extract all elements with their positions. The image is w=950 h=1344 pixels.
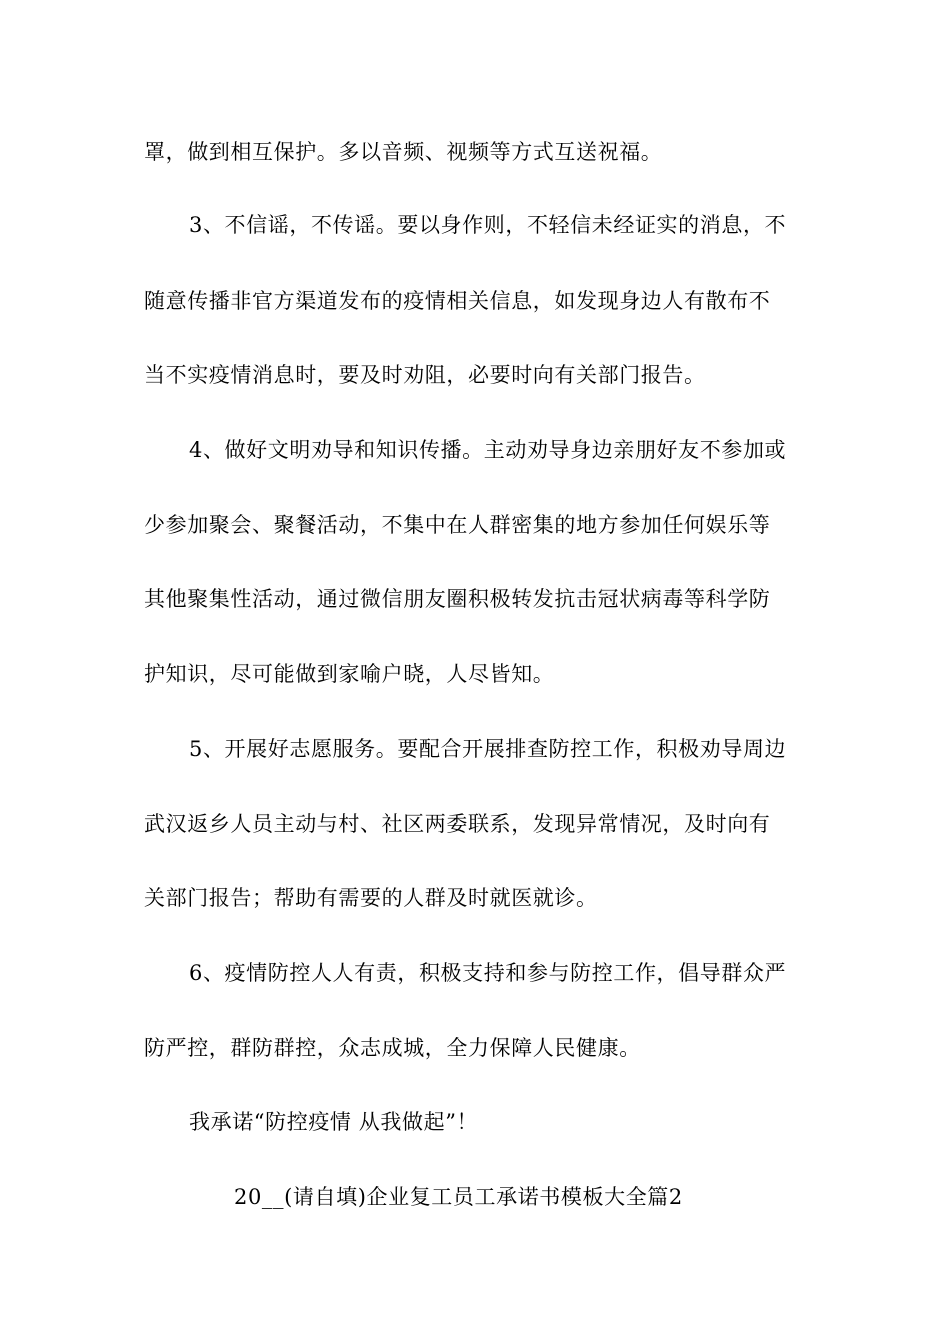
paragraph-line: 3、不信谣，不传谣。要以身作则，不轻信未经证实的消息，不 [189,213,787,237]
paragraph-line: 6、疫情防控人人有责，积极支持和参与防控工作，倡导群众严 [189,961,787,985]
paragraph-line: 防严控，群防群控，众志成城，全力保障人民健康。 [144,1036,641,1060]
paragraph-line: 其他聚集性活动，通过微信朋友圈积极转发抗击冠状病毒等科学防 [144,587,771,611]
pledge-line: 我承诺“防控疫情 从我做起”！ [189,1110,479,1134]
paragraph-line: 4、做好文明劝导和知识传播。主动劝导身边亲朋好友不参加或 [189,438,787,462]
paragraph-line: 武汉返乡人员主动与村、社区两委联系，发现异常情况，及时向有 [144,812,771,836]
section-title: 20__(请自填)企业复工员工承诺书模板大全篇2 [234,1185,683,1209]
paragraph-line: 关部门报告；帮助有需要的人群及时就医就诊。 [144,886,598,910]
paragraph-line: 随意传播非官方渠道发布的疫情相关信息，如发现身边人有散布不 [144,289,771,313]
paragraph-line: 5、开展好志愿服务。要配合开展排查防控工作，积极劝导周边 [189,737,787,761]
paragraph-line: 罩，做到相互保护。多以音频、视频等方式互送祝福。 [144,140,663,164]
paragraph-line: 当不实疫情消息时，要及时劝阻，必要时向有关部门报告。 [144,363,706,387]
paragraph-line: 护知识，尽可能做到家喻户晓，人尽皆知。 [144,662,555,686]
paragraph-line: 少参加聚会、聚餐活动，不集中在人群密集的地方参加任何娱乐等 [144,513,771,537]
